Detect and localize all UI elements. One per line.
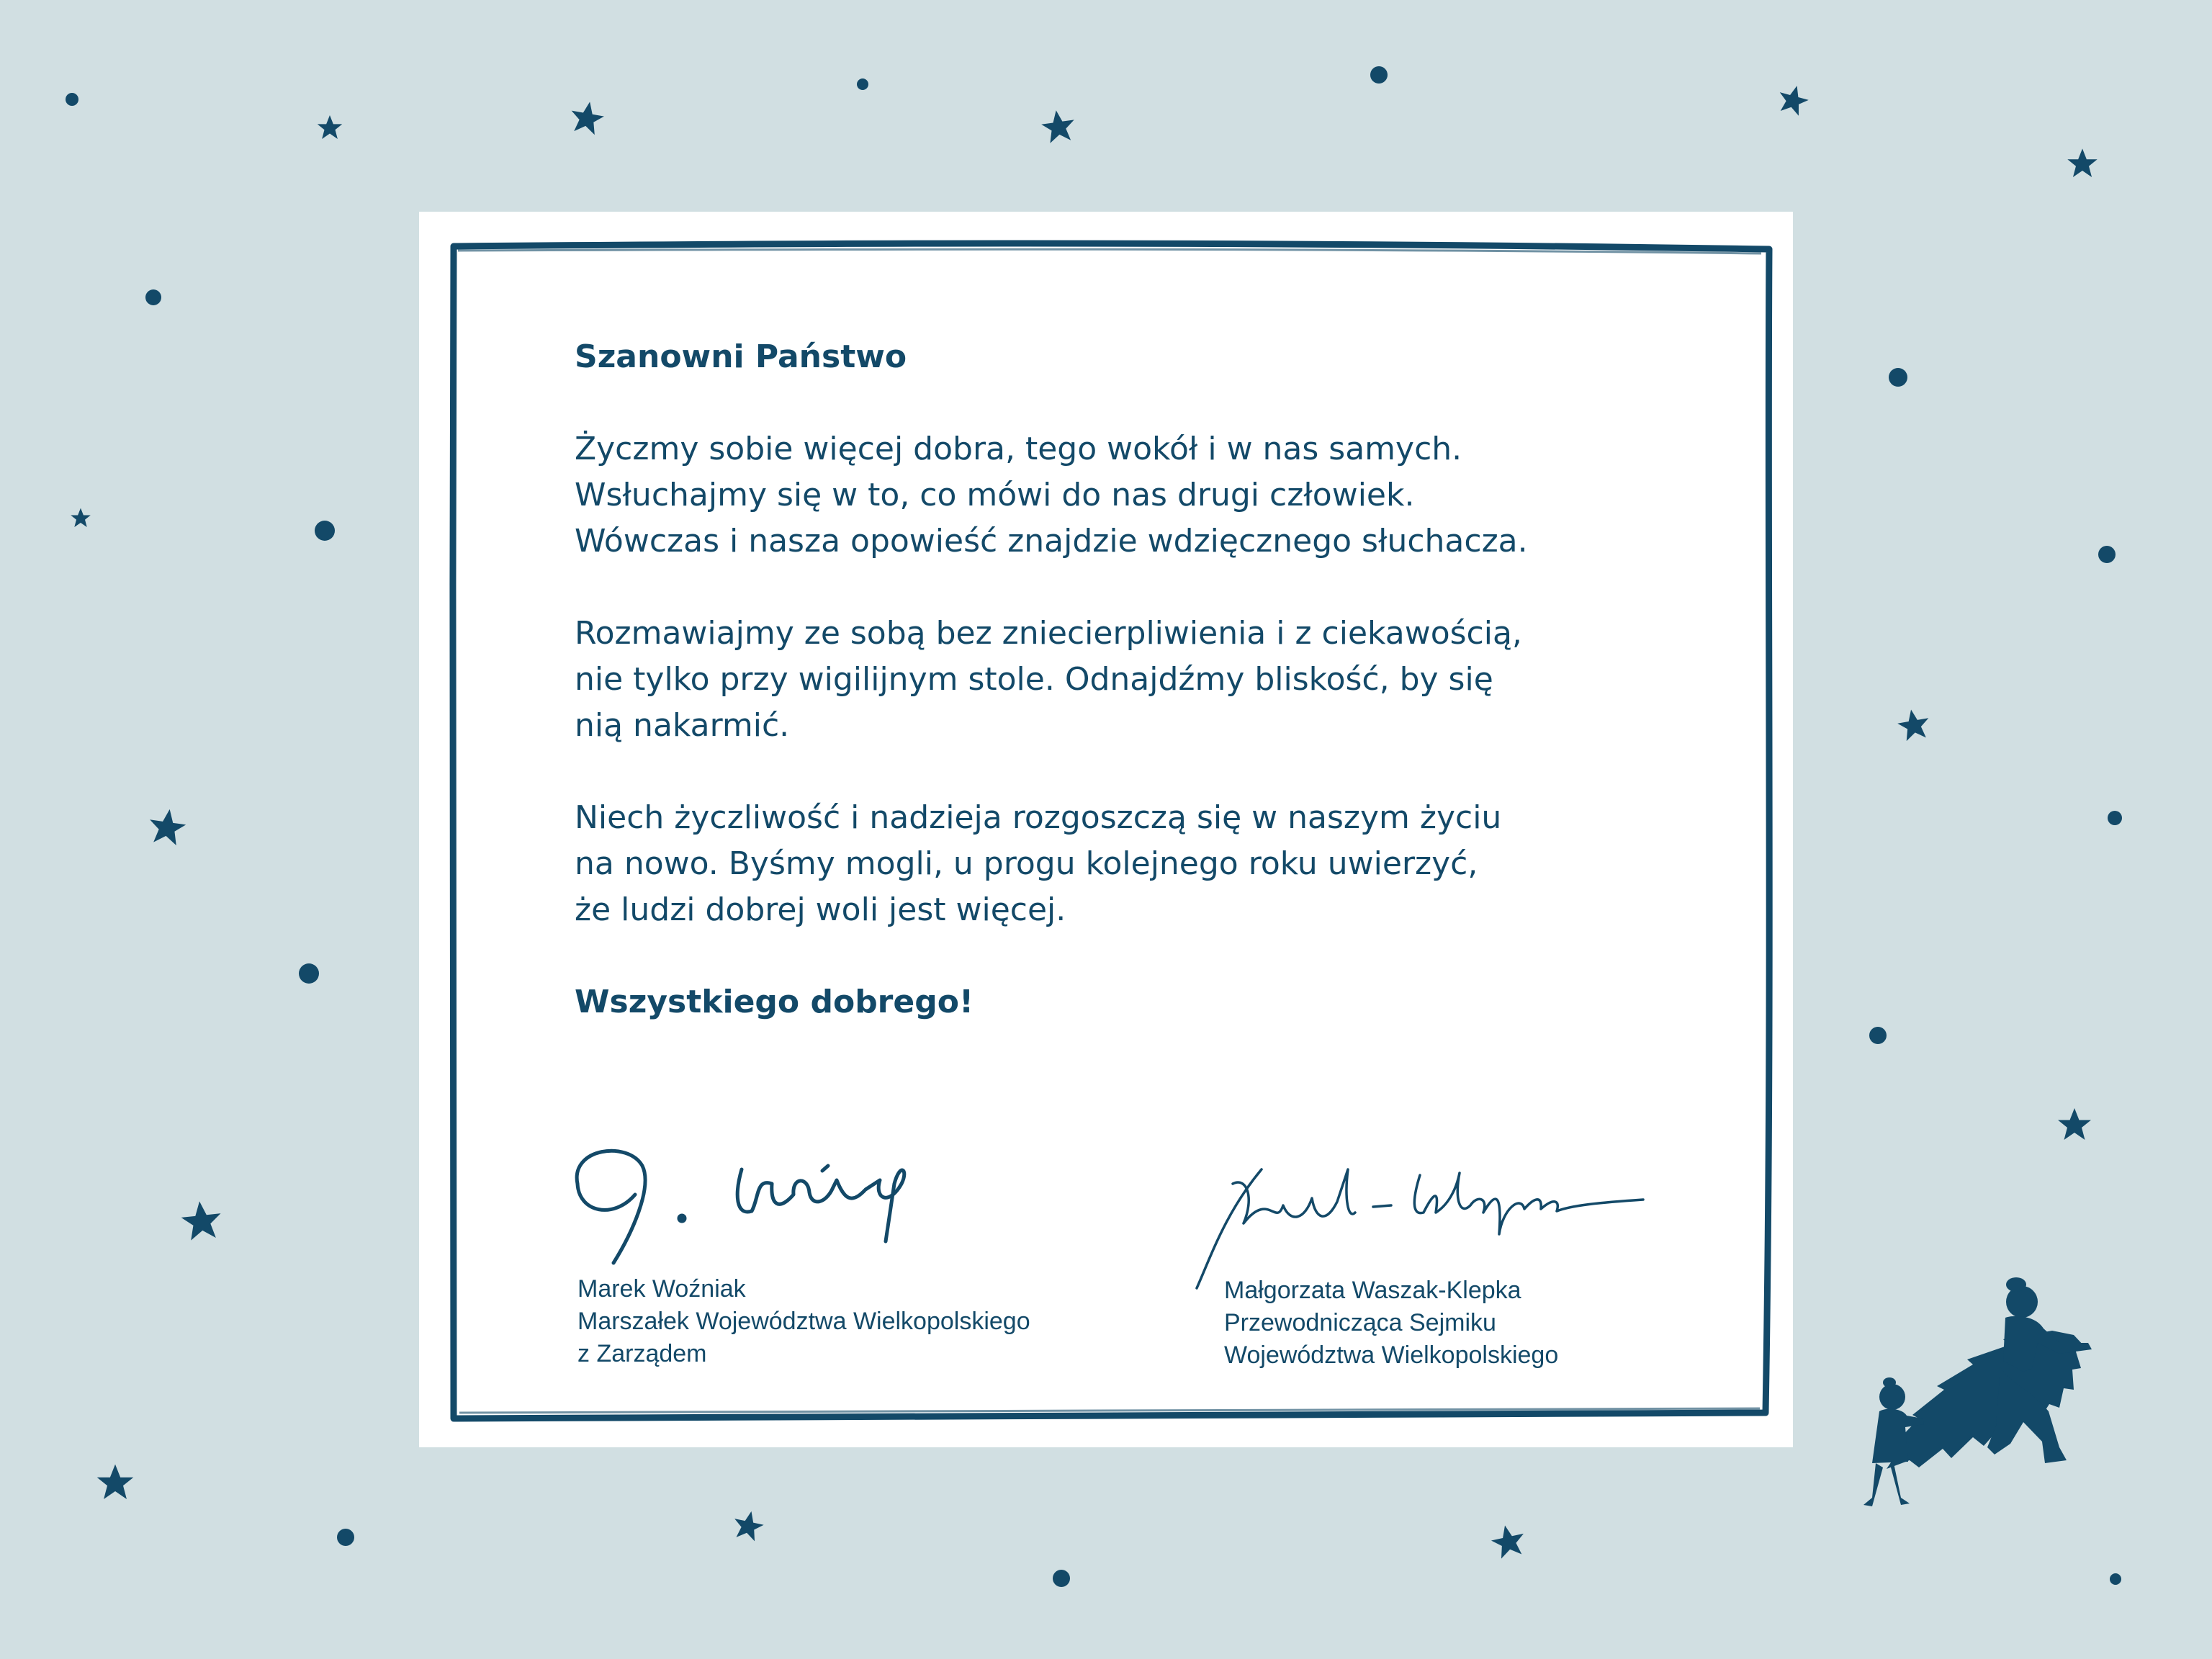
dot-icon bbox=[2108, 811, 2122, 825]
text-line: nie tylko przy wigilijnym stole. Odnajdźmy bliskość, by się bbox=[575, 661, 1493, 698]
star-icon bbox=[318, 115, 343, 139]
dot-icon bbox=[1370, 66, 1388, 84]
text-line: na nowo. Byśmy mogli, u progu kolejnego roku uwierzyć, bbox=[575, 845, 1478, 882]
dot-icon bbox=[299, 963, 319, 984]
text-line: nią nakarmić. bbox=[575, 707, 790, 744]
letter-card bbox=[419, 212, 1793, 1447]
star-icon bbox=[71, 508, 91, 527]
paragraph bbox=[575, 795, 1741, 933]
dot-icon bbox=[145, 289, 161, 305]
closing-line: Wszystkiego dobrego! bbox=[575, 984, 974, 1020]
signatory-title: Marszałek Województwa Wielkopolskiego bbox=[577, 1308, 1030, 1335]
signatory-title: Przewodnicząca Sejmiku bbox=[1224, 1309, 1496, 1336]
star-icon bbox=[2067, 148, 2097, 177]
star-icon bbox=[1775, 82, 1811, 117]
text-line: Niech życzliwość i nadzieja rozgoszczą się w naszym życiu bbox=[575, 799, 1502, 836]
signatory-right bbox=[1224, 1274, 1558, 1372]
star-icon bbox=[147, 806, 188, 846]
star-icon bbox=[97, 1465, 134, 1499]
dot-icon bbox=[1869, 1027, 1887, 1044]
signatory-name: Marek Woźniak bbox=[577, 1275, 746, 1303]
text-line: Życzmy sobie więcej dobra, tego wokół i w nas samych. bbox=[575, 431, 1462, 467]
star-icon bbox=[568, 99, 606, 135]
woman-and-child-carrying-christmas-tree-icon bbox=[1843, 1274, 2131, 1548]
signatory-name: Małgorzata Waszak-Klepka bbox=[1224, 1277, 1521, 1304]
dot-icon bbox=[2110, 1573, 2121, 1585]
star-icon bbox=[1896, 707, 1932, 742]
text-line: że ludzi dobrej woli jest więcej. bbox=[575, 891, 1066, 928]
paragraph bbox=[575, 611, 1741, 749]
signatory-left bbox=[577, 1273, 1030, 1370]
text-line: Wówczas i nasza opowieść znajdzie wdzięcznego słuchacza. bbox=[575, 523, 1528, 559]
signatory-title: z Zarządem bbox=[577, 1340, 707, 1367]
dot-icon bbox=[66, 93, 78, 106]
paragraph bbox=[575, 426, 1741, 565]
letter-body bbox=[575, 334, 1741, 1025]
signatory-title: Województwa Wielkopolskiego bbox=[1224, 1341, 1559, 1369]
star-icon bbox=[731, 1509, 766, 1542]
star-icon bbox=[180, 1199, 223, 1241]
dot-icon bbox=[315, 521, 335, 541]
dot-icon bbox=[857, 78, 868, 90]
star-icon bbox=[1489, 1522, 1528, 1560]
dot-icon bbox=[1053, 1570, 1070, 1587]
dot-icon bbox=[337, 1529, 354, 1546]
text-line: Wsłuchajmy się w to, co mówi do nas drugi człowiek. bbox=[575, 477, 1415, 513]
signature-left bbox=[563, 1126, 938, 1270]
star-icon bbox=[2058, 1108, 2091, 1140]
star-icon bbox=[1040, 108, 1077, 144]
dot-icon bbox=[2098, 546, 2116, 563]
dot-icon bbox=[1889, 368, 1907, 387]
text-line: Rozmawiajmy ze sobą bez zniecierpliwienia i z ciekawością, bbox=[575, 615, 1522, 652]
salutation: Szanowni Państwo bbox=[575, 338, 907, 375]
